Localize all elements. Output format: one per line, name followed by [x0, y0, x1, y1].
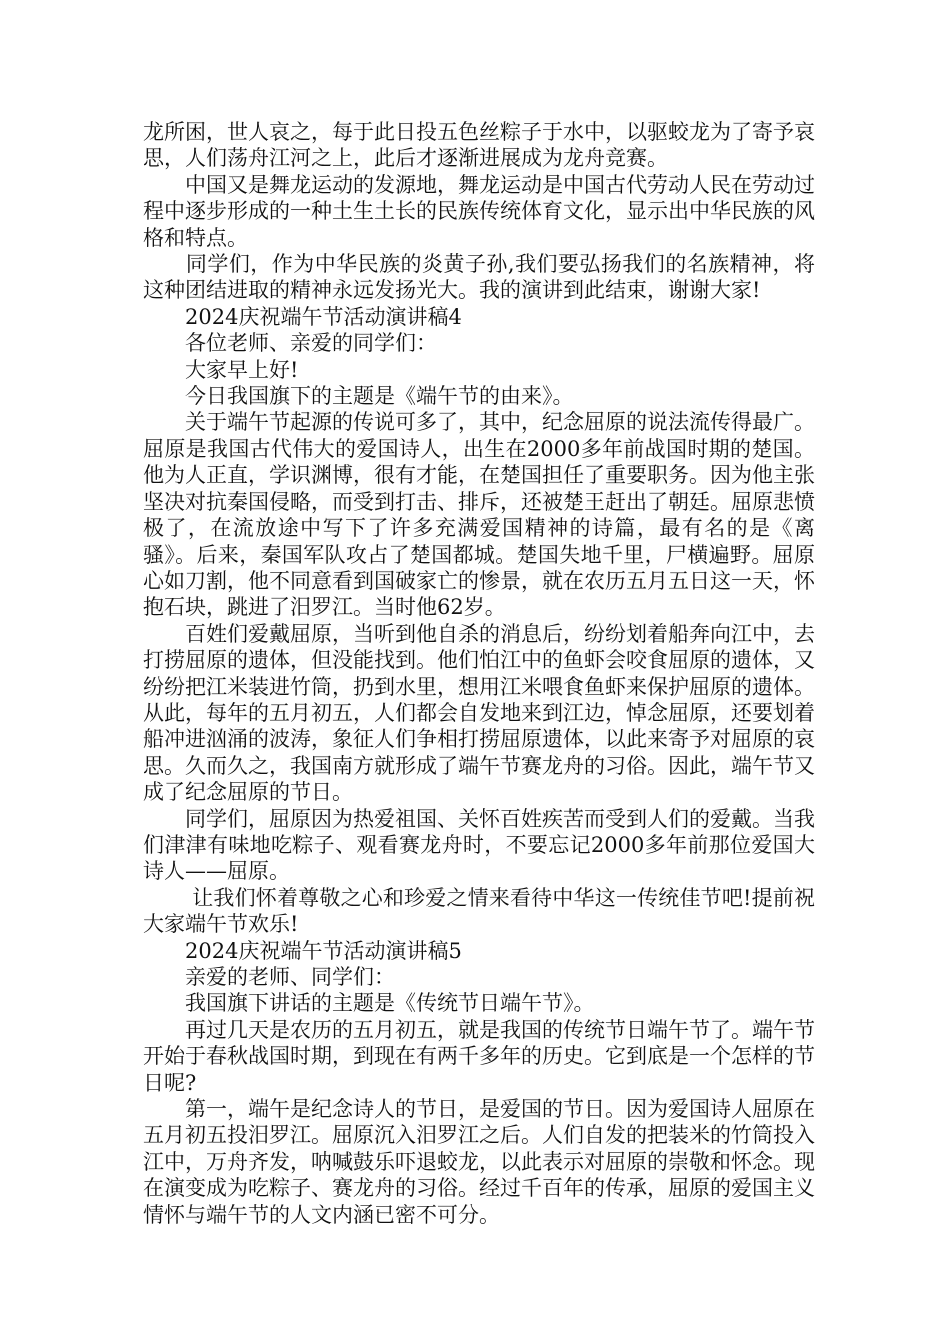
speech-5-topic: 我国旗下讲话的主题是《传统节日端午节》。 [143, 991, 595, 1016]
paragraph-remember-qu-yuan: 同学们，屈原因为热爱祖国、关怀百姓疾苦而受到人们的爱戴。当我们津津有味地吃粽子、观看赛龙舟时，不要忘记2000多年前那位爱国大诗人——屈原。 [143, 806, 815, 884]
paragraph-dragon-boat-origin: 龙所困，世人哀之，每于此日投五色丝粽子于水中，以驱蛟龙为了寄予哀思，人们荡舟江河之上，此后才逐渐进展成为龙舟竞赛。 [143, 120, 815, 171]
speech-title-4: 2024庆祝端午节活动演讲稿4 [143, 304, 462, 329]
paragraph-festival-intro: 再过几天是农历的五月初五，就是我国的传统节日端午节了。端午节开始于春秋战国时期，到现在有两千多年的历史。它到底是一个怎样的节日呢? [143, 1017, 815, 1095]
speech-4-topic: 今日我国旗下的主题是《端午节的由来》。 [143, 384, 574, 409]
document-body [143, 119, 815, 1228]
speech-5-salutation: 亲爱的老师、同学们： [143, 965, 395, 989]
paragraph-festival-wishes: 让我们怀着尊敬之心和珍爱之情来看待中华这一传统佳节吧!提前祝大家端午节欢乐! [143, 885, 815, 937]
paragraph-dragon-dance: 中国又是舞龙运动的发源地，舞龙运动是中国古代劳动人民在劳动过程中逐步形成的一种土生土长的民族传统体育文化，显示出中华民族的风格和特点。 [143, 172, 815, 250]
speech-title-5: 2024庆祝端午节活动演讲稿5 [143, 938, 462, 963]
paragraph-first-point: 第一，端午是纪念诗人的节日，是爱国的节日。因为爱国诗人屈原在五月初五投汨罗江。屈原沉入汨罗江之后。人们自发的把装米的竹筒投入江中，万舟齐发，呐喊鼓乐吓退蛟龙，以此表示对屈原的崇敬和怀念。现在演变成为吃粽子、赛龙舟的习俗。经过千百年的传承，屈原的爱国主义情怀与端午节的人文内涵已密不可分。 [143, 1097, 815, 1227]
speech-4-greeting: 大家早上好! [143, 357, 299, 382]
paragraph-closing-remarks: 同学们，作为中华民族的炎黄子孙,我们要弘扬我们的名族精神，将这种团结进取的精神永远发扬光大。我的演讲到此结束，谢谢大家! [143, 252, 815, 303]
paragraph-people-mourning: 百姓们爱戴屈原，当听到他自杀的消息后，纷纷划着船奔向江中，去打捞屈原的遗体，但没能找到。他们怕江中的鱼虾会咬食屈原的遗体，又纷纷把江米装进竹筒，扔到水里，想用江米喂食鱼虾来保护屈原的遗体。从此，每年的五月初五，人们都会自发地来到江边，悼念屈原，还要划着船冲进汹涌的波涛，象征人们争相打捞屈原遗体，以此来寄予对屈原的哀思。久而久之，我国南方就形成了端午节赛龙舟的习俗。因此，端午节又成了纪念屈原的节日。 [143, 621, 815, 805]
paragraph-qu-yuan-story: 关于端午节起源的传说可多了，其中，纪念屈原的说法流传得最广。屈原是我国古代伟大的爱国诗人，出生在2000多年前战国时期的楚国。他为人正直，学识渊博，很有才能，在楚国担任了重要职务。因为他主张坚决对抗秦国侵略，而受到打击、排斥，还被楚王赶出了朝廷。屈原悲愤极了，在流放途中写下了许多充满爱国精神的诗篇，最有名的是《离骚》。后来，秦国军队攻占了楚国都城。楚国失地千里，尸横遍野。屈原心如刀割，他不同意看到国破家亡的惨景，就在农历五月五日这一天，怀抱石块，跳进了汨罗江。当时他62岁。 [143, 410, 815, 620]
speech-4-salutation: 各位老师、亲爱的同学们： [143, 331, 437, 356]
